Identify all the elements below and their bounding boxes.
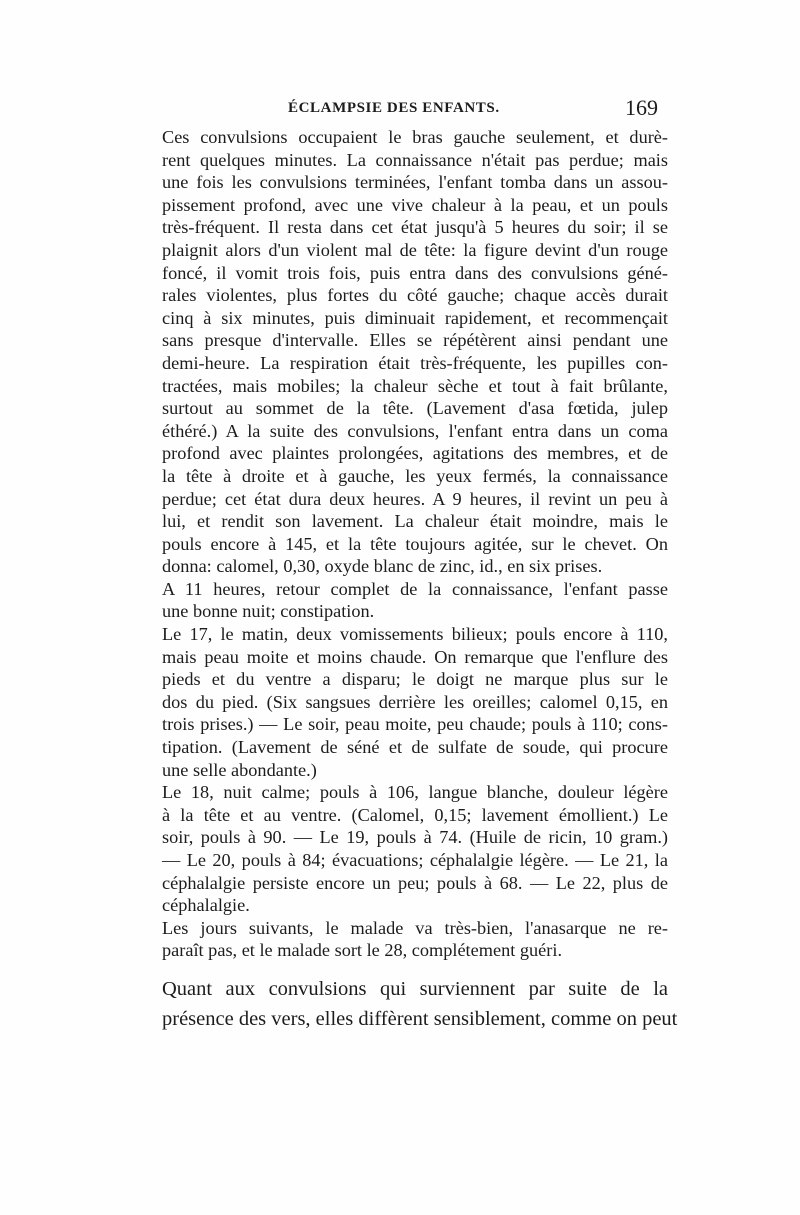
text-line: la tête à droite et à gauche, les yeux fermés, la connaissance [162,465,668,486]
text-line: tractées, mais mobiles; la chaleur sèche et tout à fait brûlante, [162,375,668,396]
text-line: céphalalgie persiste encore un peu; pouls à 68. — Le 22, plus de [162,872,668,893]
paragraph-following-days [145,917,668,962]
running-head [138,95,658,124]
text-line: perdue; cet état dura deux heures. A 9 heures, il revint un peu à [162,488,668,509]
text-line: présence des vers, elles diffèrent sensiblement, comme on peut [162,1007,678,1030]
text-line: profond avec plaintes prolongées, agitations des membres, et de [162,443,668,464]
paragraph-day-17 [145,623,668,781]
text-line: soir, pouls à 90. — Le 19, pouls à 74. (Huile de ricin, 10 gram.) [162,827,668,848]
text-line: Ces convulsions occupaient le bras gauche seulement, et durè- [162,127,668,147]
text-line: mais peau moite et moins chaude. On remarque que l'enflure des [162,646,668,667]
text-line: Le 18, nuit calme; pouls à 106, langue blanche, douleur légère [162,782,668,803]
text-line: rales violentes, plus fortes du côté gauche; chaque accès durait [162,285,668,306]
text-line: pouls encore à 145, et la tête toujours agitée, sur le chevet. On [162,533,668,554]
text-line: donna: calomel, 0,30, oxyde blanc de zinc, id., en six prises. [162,556,603,577]
paragraph-eleven-hours [145,578,668,623]
text-line: très-fréquent. Il resta dans cet état jusqu'à 5 heures du soir; il se [162,217,668,238]
text-line: Le 17, le matin, deux vomissements bilieux; pouls encore à 110, [162,624,668,645]
text-line: paraît pas, et le malade sort le 28, complétement guéri. [162,940,563,961]
text-line: à la tête et au ventre. (Calomel, 0,15; lavement émollient.) Le [162,804,668,825]
body-text [145,126,678,1034]
text-line: tipation. (Lavement de séné et de sulfate de soude, qui procure [162,737,668,758]
text-line: plaignit alors d'un violent mal de tête: la figure devint d'un rouge [162,239,668,260]
text-line: pissement profond, avec une vive chaleur à la peau, et un pouls [162,194,668,215]
text-line: surtout au sommet de la tête. (Lavement d'asa fœtida, julep [162,398,668,419]
text-line: dos du pied. (Six sangsues derrière les oreilles; calomel 0,15, en [162,691,668,712]
text-line: une fois les convulsions terminées, l'enfant tomba dans un assou- [162,172,668,193]
text-line: lui, et rendit son lavement. La chaleur était moindre, mais le [162,511,668,532]
paragraph-case-report [145,126,668,578]
text-line: foncé, il vomit trois fois, puis entra dans des convulsions géné- [162,262,668,283]
paragraph-worm-convulsions [145,974,678,1034]
text-line: une bonne nuit; constipation. [162,601,375,622]
page-number: 169 [625,95,658,120]
text-line: pieds et du ventre a disparu; le doigt ne marque plus sur le [162,669,668,690]
text-line: Quant aux convulsions qui surviennent par suite de la [162,977,668,1000]
text-line: éthéré.) A la suite des convulsions, l'enfant entra dans un coma [162,420,668,441]
text-line: une selle abondante.) [162,759,317,780]
text-line: — Le 20, pouls à 84; évacuations; céphalalgie légère. — Le 21, la [162,850,668,870]
text-line: A 11 heures, retour complet de la connaissance, l'enfant passe [162,578,668,599]
running-title: ÉCLAMPSIE DES ENFANTS. [288,100,500,116]
text-line: demi-heure. La respiration était très-fréquente, les pupilles con- [162,352,668,373]
text-line: Les jours suivants, le malade va très-bien, l'anasarque ne re- [162,917,668,938]
text-line: sans presque d'intervalle. Elles se répétèrent ainsi pendant une [162,330,668,351]
text-line: céphalalgie. [162,895,250,916]
text-line: trois prises.) — Le soir, peau moite, peu chaude; pouls à 110; cons- [162,714,668,735]
text-line: cinq à six minutes, puis diminuait rapidement, et recommençait [162,307,668,328]
text-line: rent quelques minutes. La connaissance n'était pas perdue; mais [162,149,668,170]
paragraph-day-18 [145,781,668,917]
